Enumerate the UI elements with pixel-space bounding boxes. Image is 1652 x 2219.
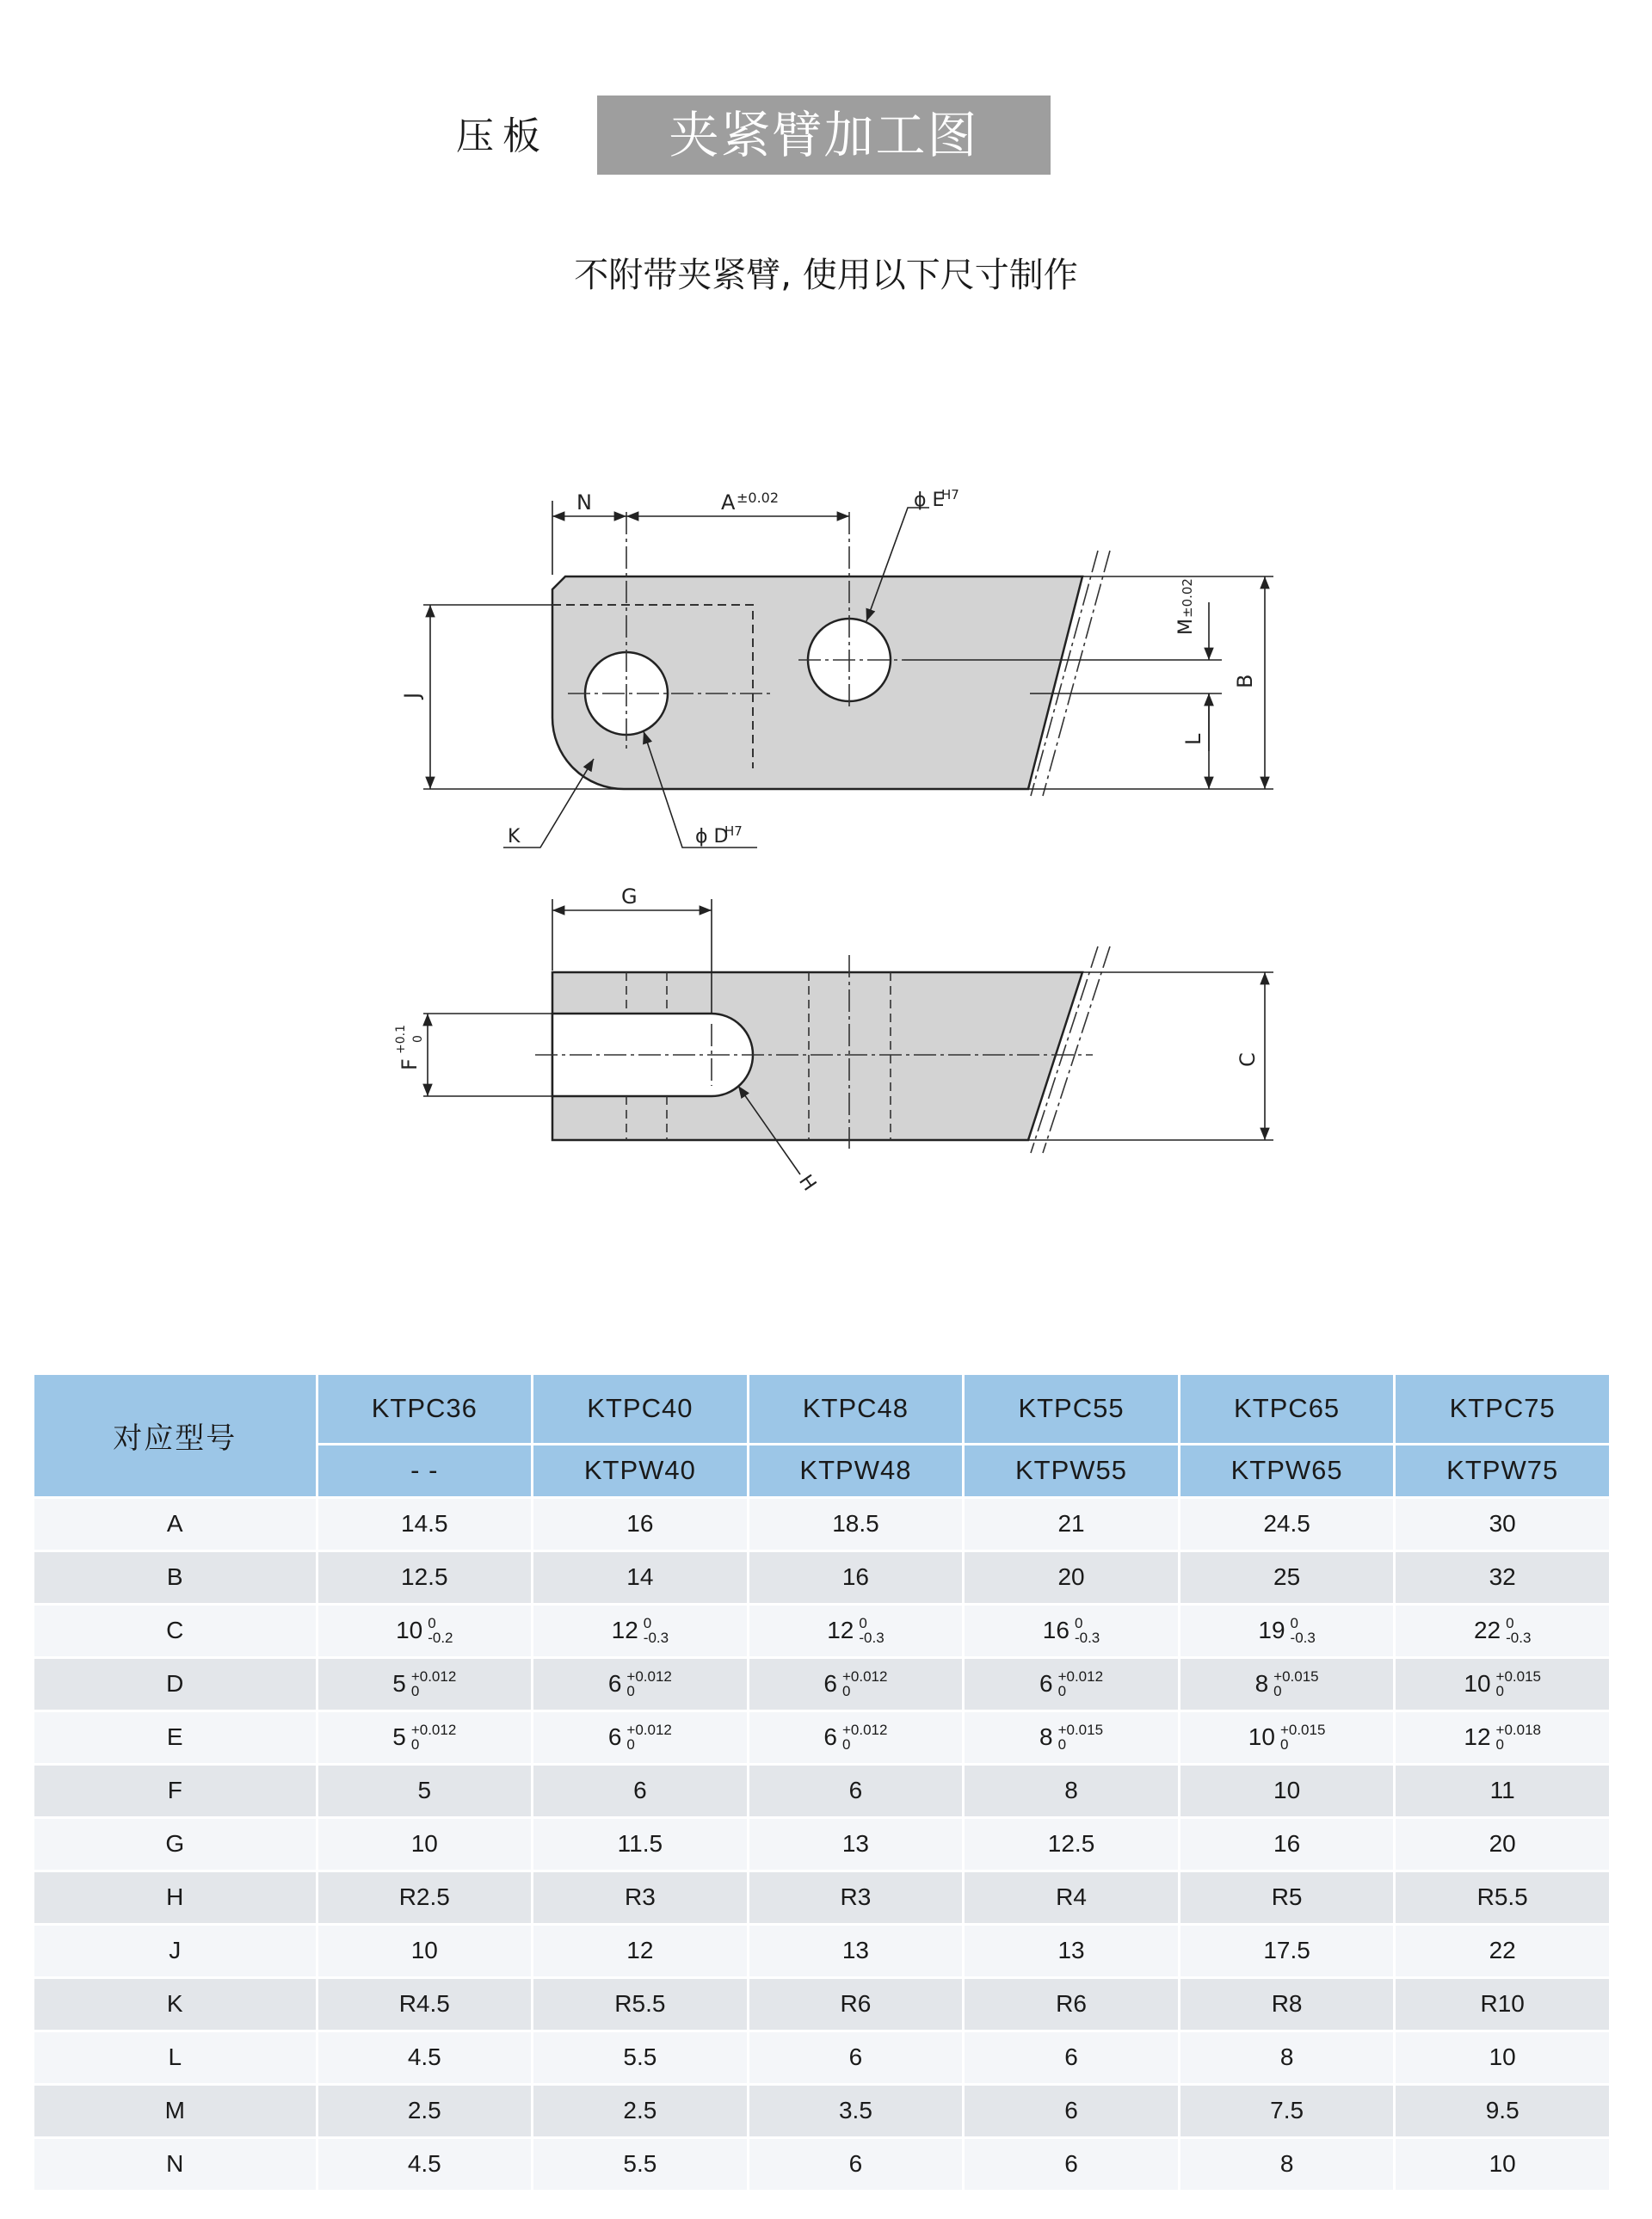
tolerance-value xyxy=(1255,1669,1319,1698)
table-cell: 16 xyxy=(748,1550,964,1604)
table-cell xyxy=(1179,1710,1395,1764)
model-subheader: KTPW55 xyxy=(964,1444,1180,1497)
model-header: KTPC48 xyxy=(748,1375,964,1444)
upper-tolerance: 0 xyxy=(1506,1615,1514,1631)
tolerance-value xyxy=(392,1723,456,1752)
table-cell: 16 xyxy=(1179,1817,1395,1871)
dim-l-label: L xyxy=(1181,733,1205,745)
table-cell: 6 xyxy=(748,1764,964,1817)
tolerance-stack xyxy=(644,1616,669,1645)
dim-e-label: ϕ E xyxy=(914,490,945,511)
dim-e-fit: H7 xyxy=(941,487,959,502)
table-cell: 13 xyxy=(964,1924,1180,1977)
table-cell: 10 xyxy=(317,1924,533,1977)
upper-tolerance: 0 xyxy=(643,1615,652,1631)
dim-k-label: K xyxy=(508,826,521,848)
upper-tolerance: 0 xyxy=(859,1615,867,1631)
upper-tolerance: +0.012 xyxy=(1057,1668,1104,1685)
upper-tolerance: 0 xyxy=(428,1615,436,1631)
row-label: C xyxy=(34,1604,317,1657)
lower-tolerance: 0 xyxy=(410,1736,420,1753)
tolerance-value xyxy=(1039,1723,1103,1752)
tolerance-value xyxy=(823,1669,887,1698)
nominal-value: 12 xyxy=(611,1617,638,1643)
table-body xyxy=(34,1497,1611,2191)
table-cell: 13 xyxy=(748,1924,964,1977)
table-cell: 6 xyxy=(964,2031,1180,2084)
upper-tolerance: +0.015 xyxy=(1057,1722,1104,1738)
table-cell xyxy=(533,1604,749,1657)
table-cell: 5 xyxy=(317,1764,533,1817)
table-cell: R3 xyxy=(533,1871,749,1924)
tolerance-stack xyxy=(1506,1616,1531,1645)
tolerance-value xyxy=(1248,1723,1326,1752)
tolerance-value xyxy=(1464,1669,1541,1698)
dim-f-label: F xyxy=(398,1058,422,1070)
table-cell: 13 xyxy=(748,1817,964,1871)
side-view xyxy=(394,885,1273,1195)
nominal-value: 6 xyxy=(607,1723,622,1750)
upper-tolerance: +0.012 xyxy=(626,1668,672,1685)
dim-j-label: J xyxy=(400,692,424,699)
lower-tolerance: 0 xyxy=(841,1736,851,1753)
tolerance-value xyxy=(612,1616,669,1645)
table-cell: 6 xyxy=(748,2137,964,2191)
table-cell: 17.5 xyxy=(1179,1924,1395,1977)
tolerance-value xyxy=(1464,1723,1541,1752)
model-subheader: KTPW40 xyxy=(533,1444,749,1497)
lower-tolerance: -0.3 xyxy=(643,1630,669,1646)
dim-c-label: C xyxy=(1236,1052,1260,1067)
dim-n-label: N xyxy=(576,490,592,515)
table-cell: 30 xyxy=(1395,1497,1611,1550)
tolerance-stack xyxy=(1058,1723,1103,1752)
upper-tolerance: +0.012 xyxy=(626,1722,672,1738)
model-subheader: - - xyxy=(317,1444,533,1497)
table-cell: 10 xyxy=(1179,1764,1395,1817)
dim-d-label: ϕ D xyxy=(695,826,729,848)
tolerance-stack xyxy=(626,1723,671,1752)
lower-tolerance: 0 xyxy=(626,1736,635,1753)
table-cell xyxy=(964,1604,1180,1657)
table-cell xyxy=(317,1604,533,1657)
nominal-value: 8 xyxy=(1039,1723,1053,1750)
tolerance-stack xyxy=(1273,1669,1318,1698)
lower-tolerance: 0 xyxy=(626,1683,635,1699)
table-cell: R4.5 xyxy=(317,1977,533,2031)
table-cell: 4.5 xyxy=(317,2137,533,2191)
table-cell: 18.5 xyxy=(748,1497,964,1550)
tolerance-stack xyxy=(626,1669,671,1698)
table-cell: 11 xyxy=(1395,1764,1611,1817)
tolerance-stack xyxy=(842,1723,887,1752)
upper-tolerance: +0.018 xyxy=(1495,1722,1542,1738)
table-row xyxy=(34,2084,1611,2137)
table-row xyxy=(34,1604,1611,1657)
table-cell: 2.5 xyxy=(533,2084,749,2137)
header-title: 夹紧臂加工图 xyxy=(597,96,1051,175)
table-cell xyxy=(1179,1657,1395,1710)
tolerance-stack xyxy=(859,1616,884,1645)
tolerance-stack xyxy=(1496,1723,1541,1752)
table-cell: 20 xyxy=(1395,1817,1611,1871)
row-label: D xyxy=(34,1657,317,1710)
table-cell: 12 xyxy=(533,1924,749,1977)
table-cell: 20 xyxy=(964,1550,1180,1604)
table-cell: 6 xyxy=(748,2031,964,2084)
tolerance-stack xyxy=(428,1616,453,1645)
tolerance-value xyxy=(823,1723,887,1752)
table-row xyxy=(34,1924,1611,1977)
table-cell: 10 xyxy=(317,1817,533,1871)
table-cell xyxy=(964,1657,1180,1710)
table-cell: R3 xyxy=(748,1871,964,1924)
table-cell: 8 xyxy=(1179,2137,1395,2191)
table-cell: 10 xyxy=(1395,2031,1611,2084)
model-subheader: KTPW65 xyxy=(1179,1444,1395,1497)
dimension-table xyxy=(34,1375,1612,2192)
lower-tolerance: 0 xyxy=(1495,1736,1504,1753)
table-cell xyxy=(317,1710,533,1764)
table-cell: 14.5 xyxy=(317,1497,533,1550)
tolerance-value xyxy=(608,1669,672,1698)
dim-a-label: A xyxy=(721,490,736,515)
nominal-value: 8 xyxy=(1254,1670,1269,1697)
table-cell xyxy=(1395,1657,1611,1710)
nominal-value: 5 xyxy=(392,1723,406,1750)
upper-tolerance: +0.015 xyxy=(1273,1668,1319,1685)
table-cell: R4 xyxy=(964,1871,1180,1924)
table-cell: 3.5 xyxy=(748,2084,964,2137)
table-row xyxy=(34,1497,1611,1550)
model-header: KTPC55 xyxy=(964,1375,1180,1444)
table-cell: 11.5 xyxy=(533,1817,749,1871)
model-subheader: KTPW75 xyxy=(1395,1444,1611,1497)
tolerance-stack xyxy=(1075,1616,1100,1645)
table-cell xyxy=(964,1710,1180,1764)
dim-m-label: M xyxy=(1175,619,1197,635)
table-cell: R5.5 xyxy=(1395,1871,1611,1924)
table-cell: 14 xyxy=(533,1550,749,1604)
tolerance-value xyxy=(608,1723,672,1752)
table-cell: R6 xyxy=(748,1977,964,2031)
nominal-value: 6 xyxy=(607,1670,622,1697)
nominal-value: 6 xyxy=(823,1670,837,1697)
table-cell: 24.5 xyxy=(1179,1497,1395,1550)
upper-tolerance: 0 xyxy=(1074,1615,1083,1631)
lower-tolerance: -0.3 xyxy=(1290,1630,1316,1646)
nominal-value: 22 xyxy=(1473,1617,1501,1643)
tolerance-stack xyxy=(842,1669,887,1698)
row-label: L xyxy=(34,2031,317,2084)
table-cell xyxy=(1395,1710,1611,1764)
table-cell: 5.5 xyxy=(533,2031,749,2084)
row-label: M xyxy=(34,2084,317,2137)
upper-tolerance: +0.012 xyxy=(841,1722,888,1738)
dim-g-label: G xyxy=(621,885,638,909)
table-cell: 9.5 xyxy=(1395,2084,1611,2137)
row-label: G xyxy=(34,1817,317,1871)
dim-d-fit: H7 xyxy=(724,823,743,839)
lower-tolerance: 0 xyxy=(1279,1736,1289,1753)
table-cell: R10 xyxy=(1395,1977,1611,2031)
nominal-value: 6 xyxy=(823,1723,837,1750)
table-cell xyxy=(1179,1604,1395,1657)
table-cell: 16 xyxy=(533,1497,749,1550)
header-left-label: 压板 xyxy=(456,114,549,158)
row-label: H xyxy=(34,1871,317,1924)
nominal-value: 10 xyxy=(396,1617,423,1643)
table-row xyxy=(34,1817,1611,1871)
table-cell: 6 xyxy=(964,2137,1180,2191)
tolerance-value xyxy=(392,1669,456,1698)
lower-tolerance: 0 xyxy=(1495,1683,1504,1699)
lower-tolerance: 0 xyxy=(1057,1683,1067,1699)
row-label: E xyxy=(34,1710,317,1764)
table-cell: 8 xyxy=(964,1764,1180,1817)
table-cell xyxy=(1395,1604,1611,1657)
tolerance-stack xyxy=(1291,1616,1316,1645)
upper-tolerance: +0.012 xyxy=(841,1668,888,1685)
tolerance-value xyxy=(827,1616,884,1645)
dim-a-tol: ±0.02 xyxy=(737,490,780,506)
dim-b-label: B xyxy=(1233,674,1257,688)
dim-f-tol-up: +0.1 xyxy=(394,1025,408,1054)
nominal-value: 10 xyxy=(1248,1723,1275,1750)
table-cell xyxy=(748,1657,964,1710)
table-row xyxy=(34,1764,1611,1817)
table-cell xyxy=(533,1657,749,1710)
model-header: KTPC36 xyxy=(317,1375,533,1444)
model-header: KTPC75 xyxy=(1395,1375,1611,1444)
table-cell: 6 xyxy=(964,2084,1180,2137)
model-header: KTPC65 xyxy=(1179,1375,1395,1444)
table-row xyxy=(34,1657,1611,1710)
nominal-value: 16 xyxy=(1042,1617,1069,1643)
table-cell xyxy=(317,1657,533,1710)
table-cell: 5.5 xyxy=(533,2137,749,2191)
row-label: A xyxy=(34,1497,317,1550)
lower-tolerance: -0.3 xyxy=(1506,1630,1532,1646)
nominal-value: 12 xyxy=(1464,1723,1491,1750)
upper-tolerance: +0.012 xyxy=(410,1668,457,1685)
lower-tolerance: 0 xyxy=(1057,1736,1067,1753)
tolerance-value xyxy=(1258,1616,1315,1645)
table-cell: R6 xyxy=(964,1977,1180,2031)
nominal-value: 5 xyxy=(392,1670,406,1697)
table-cell: 4.5 xyxy=(317,2031,533,2084)
lower-tolerance: -0.2 xyxy=(428,1630,453,1646)
tolerance-stack xyxy=(411,1669,456,1698)
table-cell: R8 xyxy=(1179,1977,1395,2031)
table-cell: 32 xyxy=(1395,1550,1611,1604)
tolerance-value xyxy=(1039,1669,1103,1698)
nominal-value: 19 xyxy=(1258,1617,1285,1643)
table-cell: 8 xyxy=(1179,2031,1395,2084)
tolerance-stack xyxy=(411,1723,456,1752)
lower-tolerance: 0 xyxy=(410,1683,420,1699)
table-cell: 21 xyxy=(964,1497,1180,1550)
page-subtitle: 不附带夹紧臂, 使用以下尺寸制作 xyxy=(574,256,1078,295)
table-cell: 6 xyxy=(533,1764,749,1817)
top-view xyxy=(400,487,1273,848)
row-label: N xyxy=(34,2137,317,2191)
table-row xyxy=(34,2031,1611,2084)
table-cell: 7.5 xyxy=(1179,2084,1395,2137)
table-row xyxy=(34,1871,1611,1924)
tolerance-value xyxy=(1474,1616,1531,1645)
row-label: K xyxy=(34,1977,317,2031)
nominal-value: 10 xyxy=(1464,1670,1491,1697)
table-row xyxy=(34,1977,1611,2031)
table-cell: 10 xyxy=(1395,2137,1611,2191)
row-label: B xyxy=(34,1550,317,1604)
table-row xyxy=(34,1710,1611,1764)
model-header: KTPC40 xyxy=(533,1375,749,1444)
tolerance-value xyxy=(396,1616,453,1645)
upper-tolerance: +0.015 xyxy=(1495,1668,1542,1685)
tolerance-value xyxy=(1043,1616,1100,1645)
upper-tolerance: +0.012 xyxy=(410,1722,457,1738)
lower-tolerance: -0.3 xyxy=(1074,1630,1100,1646)
upper-tolerance: 0 xyxy=(1290,1615,1298,1631)
tolerance-stack xyxy=(1058,1669,1103,1698)
table-cell: 2.5 xyxy=(317,2084,533,2137)
table-cell: R5.5 xyxy=(533,1977,749,2031)
lower-tolerance: 0 xyxy=(841,1683,851,1699)
table-cell xyxy=(748,1710,964,1764)
lower-tolerance: 0 xyxy=(1273,1683,1282,1699)
table-cell: 25 xyxy=(1179,1550,1395,1604)
table-cell: 12.5 xyxy=(964,1817,1180,1871)
model-subheader: KTPW48 xyxy=(748,1444,964,1497)
upper-tolerance: +0.015 xyxy=(1279,1722,1326,1738)
table-row xyxy=(34,1550,1611,1604)
nominal-value: 12 xyxy=(827,1617,854,1643)
tolerance-stack xyxy=(1496,1669,1541,1698)
table-row xyxy=(34,2137,1611,2191)
dim-h-label: H xyxy=(794,1171,821,1195)
dim-f-tol-low: 0 xyxy=(411,1035,425,1043)
table-cell xyxy=(748,1604,964,1657)
dim-m-tol: ±0.02 xyxy=(1180,578,1195,618)
table-cell: 22 xyxy=(1395,1924,1611,1977)
table-cell: 12.5 xyxy=(317,1550,533,1604)
row-label: J xyxy=(34,1924,317,1977)
tolerance-stack xyxy=(1280,1723,1325,1752)
table-corner-header: 对应型号 xyxy=(34,1375,317,1497)
table-cell: R5 xyxy=(1179,1871,1395,1924)
lower-tolerance: -0.3 xyxy=(859,1630,885,1646)
table-cell xyxy=(533,1710,749,1764)
row-label: F xyxy=(34,1764,317,1817)
table-cell: R2.5 xyxy=(317,1871,533,1924)
nominal-value: 6 xyxy=(1039,1670,1053,1697)
